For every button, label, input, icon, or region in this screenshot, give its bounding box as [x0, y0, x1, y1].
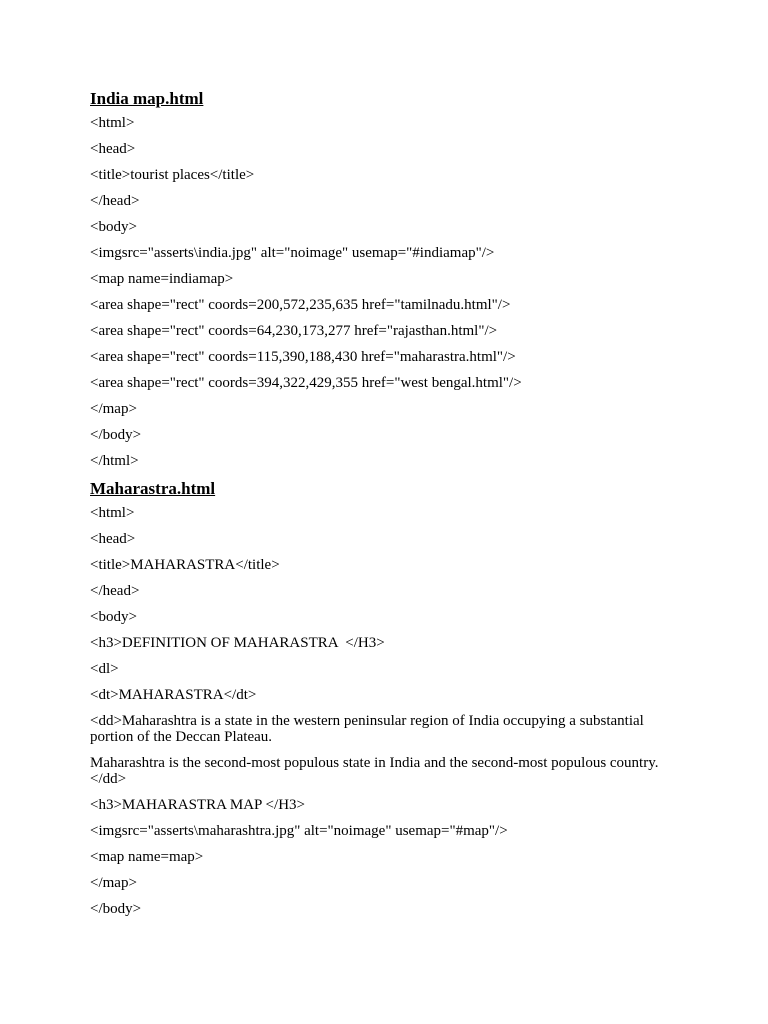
code-line: </body> [90, 427, 142, 443]
code-line: <imgsrc="asserts\maharashtra.jpg" alt="noimage" usemap="#map"/> [90, 823, 508, 839]
code-line: <area shape="rect" coords=394,322,429,355 href="west bengal.html"/> [90, 375, 522, 391]
code-line: <html> [90, 115, 135, 131]
code-line: <area shape="rect" coords=200,572,235,635 href="tamilnadu.html"/> [90, 297, 511, 313]
code-line: </head> [90, 193, 140, 209]
code-line: <area shape="rect" coords=115,390,188,430 href="maharastra.html"/> [90, 349, 516, 365]
code-line: <map name=indiamap> [90, 271, 234, 287]
section-title-maharastra: Maharastra.html [90, 479, 216, 498]
code-line: <head> [90, 531, 136, 547]
code-line: </map> [90, 401, 137, 417]
code-line: <dd>Maharashtra is a state in the western peninsular region of India occupying a substantial portion of the Deccan Plateau. [90, 713, 648, 745]
code-line: <head> [90, 141, 136, 157]
document-page [90, 89, 690, 927]
code-line: <body> [90, 219, 137, 235]
code-line: <dl> [90, 661, 119, 677]
code-line: </html> [90, 453, 139, 469]
code-line: Maharashtra is the second-most populous state in India and the second-most populous country.</dd> [90, 755, 659, 787]
code-line: </body> [90, 901, 142, 917]
code-line: <area shape="rect" coords=64,230,173,277 href="rajasthan.html"/> [90, 323, 498, 339]
code-line: </head> [90, 583, 140, 599]
code-line: <imgsrc="asserts\india.jpg" alt="noimage" usemap="#indiamap"/> [90, 245, 495, 261]
code-line: </map> [90, 875, 137, 891]
code-line: <h3>DEFINITION OF MAHARASTRA </H3> [90, 635, 385, 651]
section-title-india-map: India map.html [90, 89, 204, 108]
code-line: <title>MAHARASTRA</title> [90, 557, 280, 573]
code-line: <h3>MAHARASTRA MAP </H3> [90, 797, 305, 813]
code-line: <dt>MAHARASTRA</dt> [90, 687, 257, 703]
code-line: <title>tourist places</title> [90, 167, 255, 183]
code-line: <map name=map> [90, 849, 204, 865]
code-line: <body> [90, 609, 137, 625]
code-line: <html> [90, 505, 135, 521]
